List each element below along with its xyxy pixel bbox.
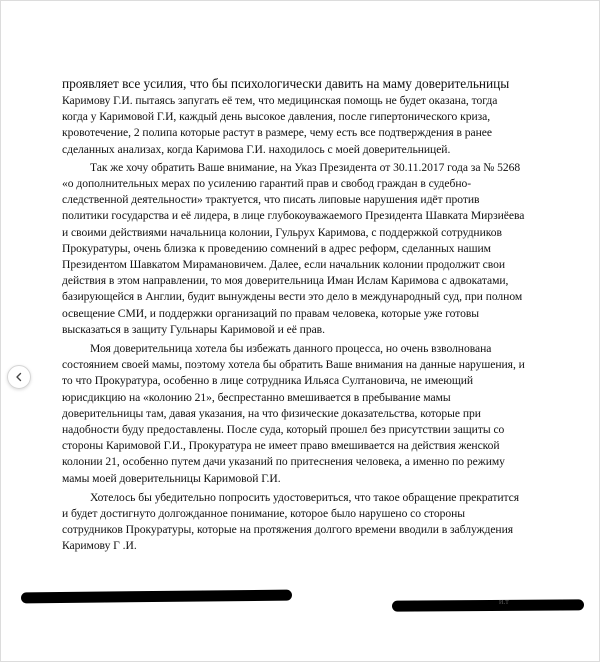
signature-trace: и.т — [499, 597, 509, 606]
paragraph — [62, 490, 548, 555]
redaction-bar-left — [21, 590, 292, 604]
text-line: Прокуратуры, очень близка к проведению сомнений в адрес реформ, сделанных нашим — [62, 241, 491, 255]
text-line: стороны Каримовой Г.И., Прокуратура не имеет право вмешивается на действия женской — [62, 439, 500, 453]
text-line: сделанных анализах, когда Каримова Г.И. находилось с моей доверительницей. — [62, 142, 451, 156]
text-line: и своими действиями начальница колонии, Гульрух Каримова, с поддержкой сотрудников — [62, 225, 502, 239]
text-line: действия в этом направлении, то моя доверительница Иман Ислам Каримова с адвокатами, — [62, 274, 509, 288]
text-line: состоянием своей мамы, поэтому хотела бы обратить Ваше внимания на данные нарушения, и — [62, 358, 525, 372]
text-line: надобности буду предоставлены. После суда, который прошел без присутствии защиты со — [62, 423, 505, 437]
previous-slide-button[interactable] — [7, 365, 31, 389]
text-line: кровотечение, 2 полипа которые растут в размере, чему есть все подтверждения в ранее — [62, 126, 492, 140]
text-line: освещение СМИ, и поддержки организаций по правам человека, которые уже готовы — [62, 306, 479, 320]
text-line: сотрудников Прокуратуры, которые на протяжения долгого времени вводили в заблуждения — [62, 523, 514, 537]
redaction-bar-right — [392, 599, 584, 611]
text-line: мамы моей доверительницы Каримовой Г.И. — [62, 471, 281, 485]
text-line: то что Прокуратура, особенно в лице сотрудника Ильяса Султановича, не имеющий — [62, 374, 474, 388]
text-line: следственной деятельности» трактуется, что писать липовые нарушения идёт против — [62, 193, 480, 207]
text-line: базирующейся в Англии, будит вынуждены вести это дело в международный суд, при полном — [62, 290, 523, 304]
text-line: Каримову Г.И. пытаясь запугать её тем, что медицинская помощь не будет оказана, тогда — [62, 94, 498, 107]
text-line: Президентом Шавкатом Мирамановичем. Далее, если начальник колонии продолжит свои — [62, 258, 505, 272]
text-line: политики государства и её лидера, в лице глубокоуважаемого Президента Шавката Мирзиёева — [62, 209, 525, 223]
letter-body — [62, 75, 548, 555]
text-line: Хотелось бы убедительно попросить удостовериться, что такое обращение прекратится — [90, 490, 520, 504]
text-line: юрисдикцию на «колонию 21», беспрестанно вмешивается в пребывание мамы — [62, 390, 451, 404]
paragraph — [62, 341, 548, 487]
paragraph — [62, 160, 548, 338]
text-line: Так же хочу обратить Ваше внимание, на Указ Президента от 30.11.2017 года за № 5268 — [90, 160, 521, 174]
text-line: и будет достигнуто долгожданное понимание, которое было нарушено со стороны — [62, 507, 465, 521]
paragraph — [62, 75, 548, 158]
text-line: колонии 21, особенно путем дачи указаний по притеснения человека, а именно по режиму — [62, 455, 505, 469]
text-line: Моя доверительница хотела бы избежать данного процесса, но очень взволнована — [90, 342, 492, 356]
text-line: высказаться в защиту Гульнары Каримовой и её прав. — [62, 322, 325, 336]
text-line: доверительницы там, давая указания, на что физические доказательства, которые при — [62, 406, 481, 420]
text-line: когда у Каримовой Г.И, каждый день высокое давления, после гипертонического криза, — [62, 110, 491, 124]
text-line: проявляет все усилия, что бы психологически давить на маму доверительницы — [62, 76, 510, 91]
text-line: Каримову Г .И. — [62, 539, 137, 553]
text-line: «о дополнительных мерах по усилению гарантий прав и свобод граждан в судебно- — [62, 177, 472, 191]
chevron-left-icon — [14, 372, 24, 382]
